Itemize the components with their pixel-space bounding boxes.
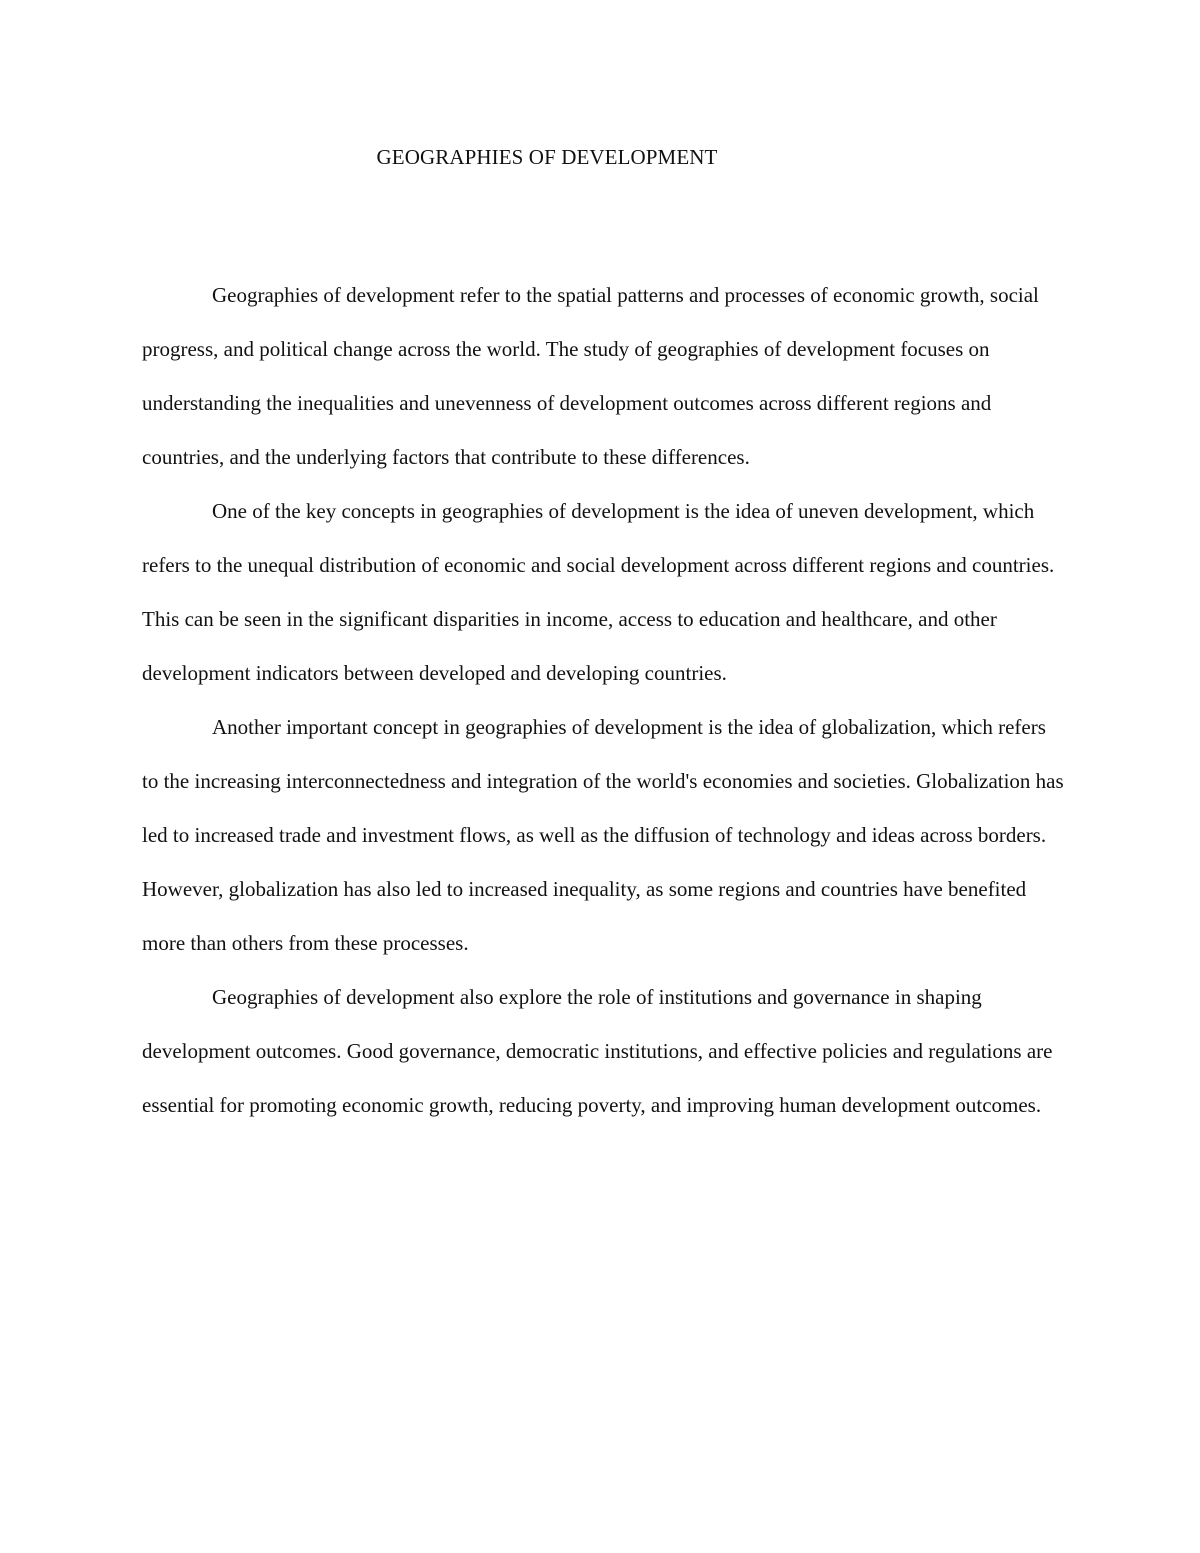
- document-body: [142, 268, 1064, 1132]
- paragraph-2: One of the key concepts in geographies of development is the idea of uneven development, which refers to the unequal distribution of economic and social development across different regions and countries. This can be seen in the significant disparities in income, access to education and healthcare, and other development indicators between developed and developing countries.: [142, 499, 1055, 685]
- document-title: GEOGRAPHIES OF DEVELOPMENT: [376, 145, 718, 169]
- paragraph-1: Geographies of development refer to the spatial patterns and processes of economic growth, social progress, and political change across the world. The study of geographies of development focuses on understanding the inequalities and unevenness of development outcomes across different regions and countries, and the underlying factors that contribute to these differences.: [142, 283, 1039, 469]
- paragraph-3: Another important concept in geographies of development is the idea of globalization, which refers to the increasing interconnectedness and integration of the world's economies and societies. Globalization has led to increased trade and investment flows, as well as the diffusion of technology and ideas across borders. However, globalization has also led to increased inequality, as some regions and countries have benefited more than others from these processes.: [142, 715, 1064, 955]
- paragraph-4: Geographies of development also explore the role of institutions and governance in shaping development outcomes. Good governance, democratic institutions, and effective policies and regulations are essential for promoting economic growth, reducing poverty, and improving human development outcomes.: [142, 985, 1053, 1117]
